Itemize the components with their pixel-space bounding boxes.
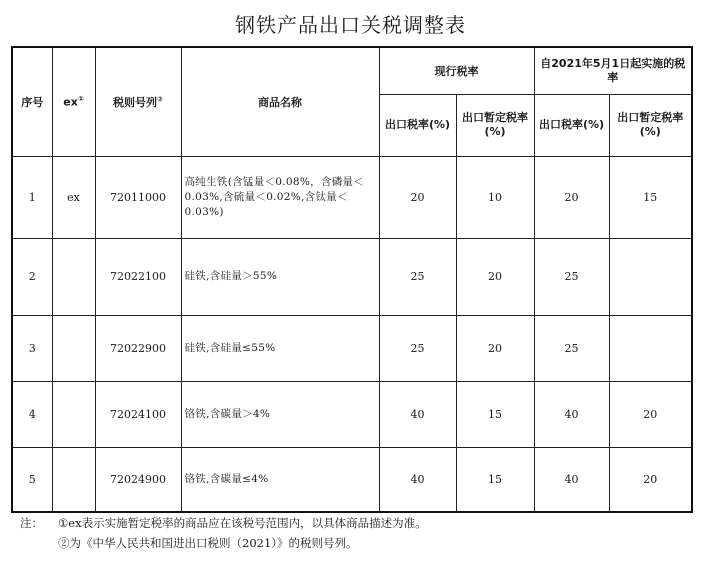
row-seq: 4	[12, 381, 52, 447]
note-text-1: ①ex表示实施暂定税率的商品应在该税号范围内，以具体商品描述为准。	[58, 516, 427, 530]
header-code-label: 税则号列	[113, 95, 158, 109]
note-mark-1: ①	[77, 94, 84, 103]
row-code: 72022900	[95, 315, 181, 381]
header-cur-provisional-rate: 出口暂定税率(%)	[456, 94, 534, 156]
header-seq: 序号	[12, 47, 52, 156]
row-name: 高纯生铁(含锰量＜0.08%，含磷量＜0.03%,含硫量＜0.02%,含钛量＜0.03%)	[181, 156, 379, 238]
row-new-prov: 15	[609, 156, 692, 238]
row-new-prov: 20	[609, 447, 692, 512]
header-row-1	[12, 47, 692, 94]
row-cur-export: 40	[379, 447, 456, 512]
row-name: 硅铁,含硅量≤55%	[181, 315, 379, 381]
table-row	[12, 238, 692, 315]
row-new-prov: 20	[609, 381, 692, 447]
row-name: 铬铁,含碳量＞4%	[181, 381, 379, 447]
row-cur-prov: 15	[456, 447, 534, 512]
row-cur-prov: 15	[456, 381, 534, 447]
row-name: 铬铁,含碳量≤4%	[181, 447, 379, 512]
header-new-rate: 自2021年5月1日起实施的税率	[534, 47, 692, 94]
row-new-export: 25	[534, 238, 609, 315]
row-seq: 3	[12, 315, 52, 381]
row-new-export: 20	[534, 156, 609, 238]
row-seq: 1	[12, 156, 52, 238]
header-ex-label: ex	[63, 95, 78, 109]
row-ex: ex	[52, 156, 95, 238]
row-cur-export: 20	[379, 156, 456, 238]
header-name: 商品名称	[181, 47, 379, 156]
row-ex	[52, 315, 95, 381]
header-new-provisional-rate: 出口暂定税率(%)	[609, 94, 692, 156]
table-row	[12, 315, 692, 381]
row-code: 72022100	[95, 238, 181, 315]
header-current-rate: 现行税率	[379, 47, 534, 94]
table-row	[12, 381, 692, 447]
row-cur-prov: 20	[456, 238, 534, 315]
row-code: 72011000	[95, 156, 181, 238]
row-name: 硅铁,含硅量＞55%	[181, 238, 379, 315]
header-cur-export-rate: 出口税率(%)	[379, 94, 456, 156]
row-cur-export: 25	[379, 238, 456, 315]
row-ex	[52, 381, 95, 447]
row-ex	[52, 447, 95, 512]
table-row	[12, 447, 692, 512]
note-line-2	[20, 535, 358, 551]
row-seq: 5	[12, 447, 52, 512]
row-cur-export: 25	[379, 315, 456, 381]
row-new-export: 40	[534, 447, 609, 512]
header-new-export-rate: 出口税率(%)	[534, 94, 609, 156]
page-title: 钢铁产品出口关税调整表	[235, 13, 466, 37]
row-ex	[52, 238, 95, 315]
row-code: 72024900	[95, 447, 181, 512]
row-seq: 2	[12, 238, 52, 315]
row-new-export: 25	[534, 315, 609, 381]
row-new-export: 40	[534, 381, 609, 447]
note-line-1	[20, 515, 427, 531]
row-cur-export: 40	[379, 381, 456, 447]
row-new-prov	[609, 238, 692, 315]
header-ex	[52, 47, 95, 156]
row-new-prov	[609, 315, 692, 381]
note-mark-2: ②	[157, 95, 163, 104]
note-label: 注：	[20, 516, 43, 530]
row-code: 72024100	[95, 381, 181, 447]
note-text-2: ②为《中华人民共和国进出口税则（2021）》的税则号列。	[58, 536, 358, 550]
header-code	[95, 47, 181, 156]
table-row	[12, 156, 692, 238]
row-cur-prov: 10	[456, 156, 534, 238]
row-cur-prov: 20	[456, 315, 534, 381]
tariff-table	[11, 46, 693, 513]
